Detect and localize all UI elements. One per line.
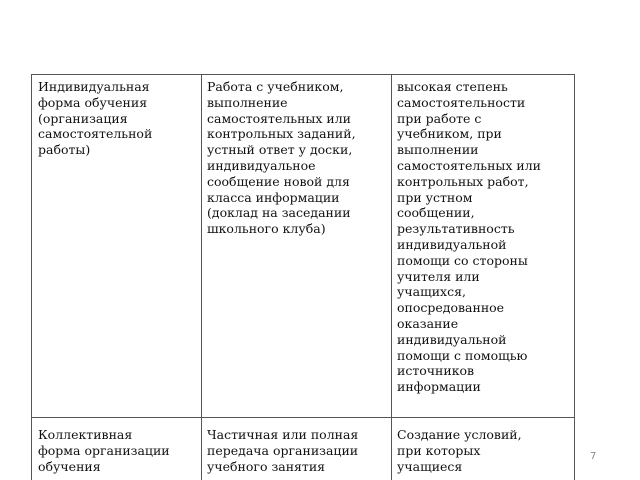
cell-text-line: высокая степень <box>397 79 508 94</box>
cell-text-line: устный ответ у доски, <box>207 142 353 158</box>
cell-text-line: Работа с учебником, <box>207 79 344 94</box>
cell-text-line: выполнении <box>397 142 479 158</box>
cell-text-line: индивидуальной <box>397 331 507 347</box>
table-border-right <box>574 74 575 480</box>
table-cell-activity <box>207 79 389 237</box>
cell-text-line: Создание условий, <box>397 427 522 442</box>
cell-text-line: самостоятельных или <box>207 110 351 126</box>
cell-text-line: самостоятельности <box>397 94 526 110</box>
methods-table <box>31 74 575 480</box>
cell-text-line: помощи со стороны <box>397 252 528 268</box>
cell-text-line: учебником, при <box>397 126 502 142</box>
table-column-divider-1 <box>201 74 202 480</box>
cell-text-line: работы) <box>38 142 91 158</box>
cell-text-line: форма обучения <box>38 94 148 110</box>
table-border-left <box>31 74 32 480</box>
table-border-top <box>31 74 575 75</box>
cell-text-line: класса информации <box>207 189 340 205</box>
cell-text-line: информации <box>397 379 481 395</box>
cell-text-line: источников <box>397 363 475 379</box>
page-number: 7 <box>590 451 597 462</box>
cell-text-line: (организация <box>38 110 128 126</box>
table-row-divider <box>31 417 575 418</box>
cell-text-line: при устном <box>397 189 473 205</box>
cell-text-line: индивидуальной <box>397 236 507 252</box>
cell-text-line: самостоятельной <box>38 126 153 142</box>
cell-text-line: передача организации <box>207 442 359 458</box>
cell-text-line: Коллективная <box>38 427 133 442</box>
cell-text-line: обучения <box>38 458 101 474</box>
table-cell-result <box>397 79 572 395</box>
cell-text-line: оказание <box>397 315 459 331</box>
cell-text-line: выполнение <box>207 94 288 110</box>
cell-text-line: опосредованное <box>397 300 505 316</box>
cell-text-line: форма организации <box>38 442 170 458</box>
cell-text-line: при работе с <box>397 110 482 126</box>
cell-text-line: учебного занятия <box>207 458 326 474</box>
cell-text-line: помощи с помощью <box>397 347 528 363</box>
cell-text-line: самостоятельных или <box>397 157 541 173</box>
table-cell-form <box>38 427 198 474</box>
table-column-divider-2 <box>391 74 392 480</box>
cell-text-line: контрольных работ, <box>397 173 529 189</box>
table-cell-result <box>397 427 572 474</box>
cell-text-line: школьного клуба) <box>207 221 326 237</box>
cell-text-line: сообщении, <box>397 205 475 221</box>
cell-text-line: сообщение новой для <box>207 173 350 189</box>
cell-text-line: при которых <box>397 442 481 458</box>
table-cell-activity <box>207 427 389 474</box>
cell-text-line: результативность <box>397 221 515 237</box>
cell-text-line: индивидуальное <box>207 157 316 173</box>
cell-text-line: Частичная или полная <box>207 427 359 442</box>
cell-text-line: учителя или <box>397 268 480 284</box>
cell-text-line: Индивидуальная <box>38 79 150 94</box>
table-cell-form <box>38 79 198 158</box>
cell-text-line: (доклад на заседании <box>207 205 351 221</box>
cell-text-line: учащихся, <box>397 284 466 300</box>
cell-text-line: контрольных заданий, <box>207 126 356 142</box>
cell-text-line: учащиеся <box>397 458 463 474</box>
